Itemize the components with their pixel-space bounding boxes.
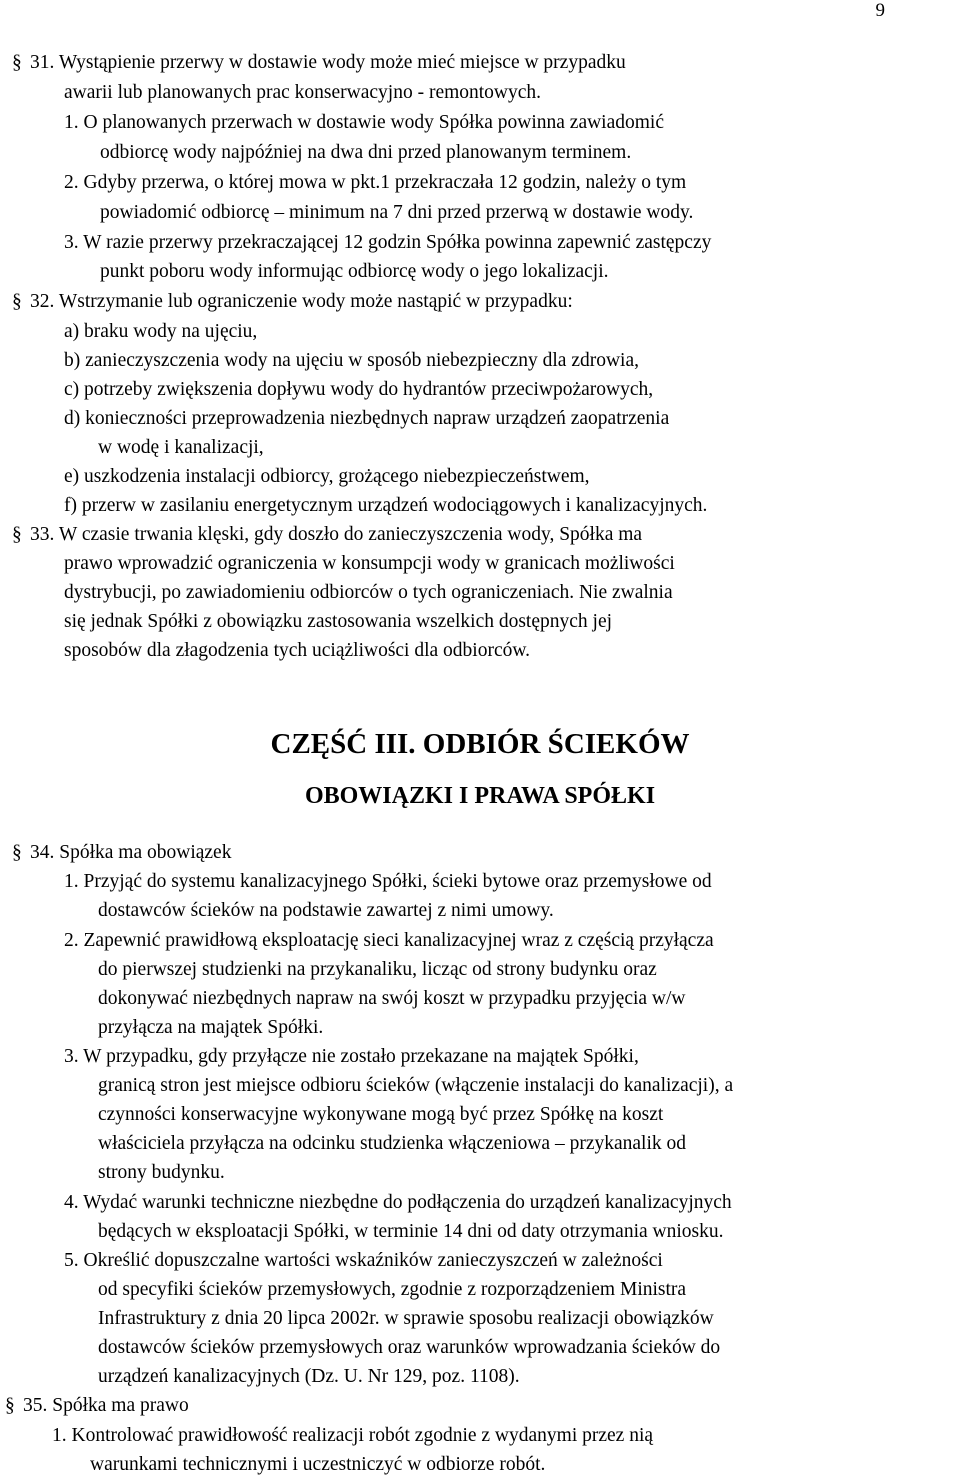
list-item: 3. W przypadku, gdy przyłącze nie zostało przekazane na majątek Spółki,: [64, 1046, 639, 1067]
paragraph-line: 35. Spółka ma prawo: [23, 1395, 189, 1416]
paragraph-line: sposobów dla złagodzenia tych uciążliwości dla odbiorców.: [64, 640, 531, 661]
paragraph-line: 31. Wystąpienie przerwy w dostawie wody może mieć miejsce w przypadku: [30, 52, 626, 73]
list-item-cont: dokonywać niezbędnych napraw na swój koszt w przypadku przyjęcia w/w: [98, 988, 686, 1009]
list-item: e) uszkodzenia instalacji odbiorcy, grożącego niebezpieczeństwem,: [64, 466, 590, 487]
list-item-cont: przyłącza na majątek Spółki.: [98, 1017, 324, 1038]
list-item: 1. Kontrolować prawidłowość realizacji robót zgodnie z wydanymi przez nią: [52, 1425, 654, 1446]
paragraph-line: prawo wprowadzić ograniczenia w konsumpcji wody w granicach możliwości: [64, 553, 675, 574]
list-item-cont: strony budynku.: [98, 1162, 225, 1183]
list-item-cont: w wodę i kanalizacji,: [98, 437, 264, 458]
list-item-cont: powiadomić odbiorcę – minimum na 7 dni przed przerwą w dostawie wody.: [100, 202, 694, 223]
paragraph-line: awarii lub planowanych prac konserwacyjno - remontowych.: [64, 82, 542, 103]
list-item: 3. W razie przerwy przekraczającej 12 godzin Spółka powinna zapewnić zastępczy: [64, 232, 712, 253]
list-item: 1. O planowanych przerwach w dostawie wody Spółka powinna zawiadomić: [64, 112, 664, 133]
list-item: b) zanieczyszczenia wody na ujęciu w sposób niebezpieczny dla zdrowia,: [64, 350, 640, 371]
list-item: 5. Określić dopuszczalne wartości wskaźników zanieczyszczeń w zależności: [64, 1250, 663, 1271]
paragraph-line: 33. W czasie trwania klęski, gdy doszło do zanieczyszczenia wody, Spółka ma: [30, 524, 643, 545]
paragraph-line: 32. Wstrzymanie lub ograniczenie wody może nastąpić w przypadku:: [30, 291, 573, 312]
list-item-cont: granicą stron jest miejsce odbioru ścieków (włączenie instalacji do kanalizacji), a: [98, 1075, 734, 1096]
paragraph-line: dystrybucji, po zawiadomieniu odbiorców o tych ograniczeniach. Nie zwalnia: [64, 582, 673, 603]
list-item-cont: warunkami technicznymi i uczestniczyć w odbiorze robót.: [90, 1454, 546, 1475]
list-item: 2. Gdyby przerwa, o której mowa w pkt.1 przekraczała 12 godzin, należy o tym: [64, 172, 687, 193]
list-item: 2. Zapewnić prawidłową eksploatację sieci kanalizacyjnej wraz z częścią przyłącza: [64, 930, 714, 951]
list-item-cont: czynności konserwacyjne wykonywane mogą być przez Spółkę na koszt: [98, 1104, 664, 1125]
list-item-cont: odbiorcę wody najpóźniej na dwa dni przed planowanym terminem.: [100, 142, 632, 163]
part-heading: CZĘŚĆ III. ODBIÓR ŚCIEKÓW: [270, 728, 690, 760]
section-mark-icon: §: [12, 291, 22, 312]
list-item-cont: punkt poboru wody informując odbiorcę wody o jego lokalizacji.: [100, 261, 609, 282]
paragraph-line: 34. Spółka ma obowiązek: [30, 842, 232, 863]
list-item-cont: będących w eksploatacji Spółki, w terminie 14 dni od daty otrzymania wniosku.: [98, 1221, 724, 1242]
sub-heading: OBOWIĄZKI I PRAWA SPÓŁKI: [304, 783, 656, 809]
list-item-cont: dostawców ścieków przemysłowych oraz warunków wprowadzania ścieków do: [98, 1337, 721, 1358]
section-mark-icon: §: [12, 842, 22, 863]
list-item-cont: właściciela przyłącza na odcinku studzienka włączeniowa – przykanalik od: [98, 1133, 686, 1154]
list-item: 1. Przyjąć do systemu kanalizacyjnego Spółki, ścieki bytowe oraz przemysłowe od: [64, 871, 712, 892]
list-item: c) potrzeby zwiększenia dopływu wody do hydrantów przeciwpożarowych,: [64, 379, 654, 400]
list-item: d) konieczności przeprowadzenia niezbędnych napraw urządzeń zaopatrzenia: [64, 408, 670, 429]
list-item: 4. Wydać warunki techniczne niezbędne do podłączenia do urządzeń kanalizacyjnych: [64, 1192, 732, 1213]
list-item-cont: dostawców ścieków na podstawie zawartej z nimi umowy.: [98, 900, 554, 921]
page-number: 9: [875, 0, 885, 21]
list-item-cont: do pierwszej studzienki na przykanaliku, licząc od strony budynku oraz: [98, 959, 657, 980]
list-item-cont: Infrastruktury z dnia 20 lipca 2002r. w sprawie sposobu realizacji obowiązków: [98, 1308, 714, 1329]
paragraph-line: się jednak Spółki z obowiązku zastosowania wszelkich dostępnych jej: [64, 611, 613, 632]
list-item: f) przerw w zasilaniu energetycznym urządzeń wodociągowych i kanalizacyjnych.: [64, 495, 708, 516]
section-mark-icon: §: [12, 524, 22, 545]
list-item-cont: urządzeń kanalizacyjnych (Dz. U. Nr 129, poz. 1108).: [98, 1366, 520, 1387]
section-mark-icon: §: [5, 1395, 15, 1416]
section-mark-icon: §: [12, 52, 22, 73]
list-item: a) braku wody na ujęciu,: [64, 321, 258, 342]
list-item-cont: od specyfiki ścieków przemysłowych, zgodnie z rozporządzeniem Ministra: [98, 1279, 687, 1300]
